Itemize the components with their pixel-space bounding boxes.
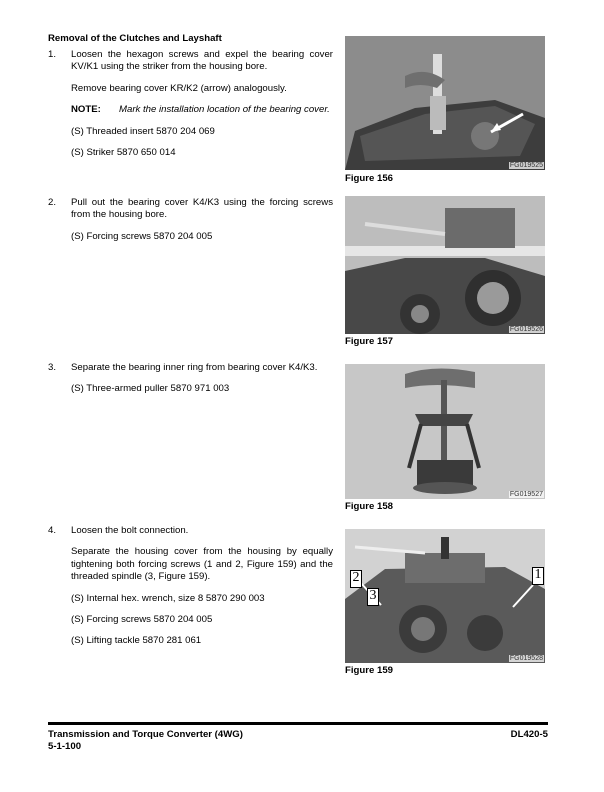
tool-item: (S) Forcing screws 5870 204 005	[71, 614, 213, 626]
figure-caption: Figure 156	[345, 173, 393, 184]
step-paragraph: Loosen the hexagon screws and expel the bearing cover KV/K1 using the striker from the housing bore.	[71, 49, 333, 73]
tool-item: (S) Lifting tackle 5870 281 061	[71, 635, 202, 647]
figure-159-photo	[345, 529, 545, 663]
figure-code: FG019526	[509, 326, 543, 333]
step-paragraph: Separate the housing cover from the housing by equally tightening both forcing screws (1 and 2, Figure 159) and the threaded spindle (3, Figure 159).	[71, 546, 333, 583]
callout-1: 1	[532, 567, 544, 585]
figure-caption: Figure 158	[345, 501, 393, 512]
figure-157-illustration	[345, 196, 545, 334]
figure-156-illustration	[345, 36, 545, 170]
tool-item: (S) Forcing screws 5870 204 005	[71, 230, 213, 242]
figure-158-photo	[345, 364, 545, 499]
footer-rule	[48, 722, 548, 725]
step-number: 2.	[48, 197, 57, 208]
tool-item: (S) Threaded insert 5870 204 069	[71, 125, 215, 137]
figure-156-photo	[345, 36, 545, 170]
note-text: Mark the installation location of the bearing cover.	[119, 104, 330, 116]
footer-model: DL420-5	[510, 729, 548, 740]
step-paragraph: Loosen the bolt connection.	[71, 525, 189, 536]
callout-3: 3	[367, 588, 379, 606]
figure-code: FG019525	[509, 162, 543, 169]
figure-code: FG019527	[509, 491, 543, 498]
tool-item: (S) Internal hex. wrench, size 8 5870 290 003	[71, 592, 265, 604]
step-paragraph: Remove bearing cover KR/K2 (arrow) analogously.	[71, 82, 287, 94]
figure-157-photo	[345, 196, 545, 334]
note	[71, 104, 333, 116]
tool-item: (S) Striker 5870 650 014	[71, 147, 176, 159]
figure-caption: Figure 157	[345, 336, 393, 347]
section-title: Removal of the Clutches and Layshaft	[48, 33, 222, 44]
footer-page-number: 5-1-100	[48, 741, 82, 752]
figure-158-illustration	[345, 364, 545, 499]
step-paragraph: Pull out the bearing cover K4/K3 using the forcing screws from the housing bore.	[71, 197, 333, 221]
step-number: 3.	[48, 362, 57, 373]
figure-caption: Figure 159	[345, 665, 393, 676]
figure-code: FG019528	[509, 655, 543, 662]
step-paragraph: Separate the bearing inner ring from bearing cover K4/K3.	[71, 362, 318, 373]
step-number: 4.	[48, 525, 57, 536]
step-number: 1.	[48, 49, 57, 60]
footer-title: Transmission and Torque Converter (4WG)	[48, 729, 243, 740]
tool-item: (S) Three-armed puller 5870 971 003	[71, 383, 230, 395]
note-label: NOTE:	[71, 104, 101, 116]
callout-2: 2	[350, 570, 362, 588]
